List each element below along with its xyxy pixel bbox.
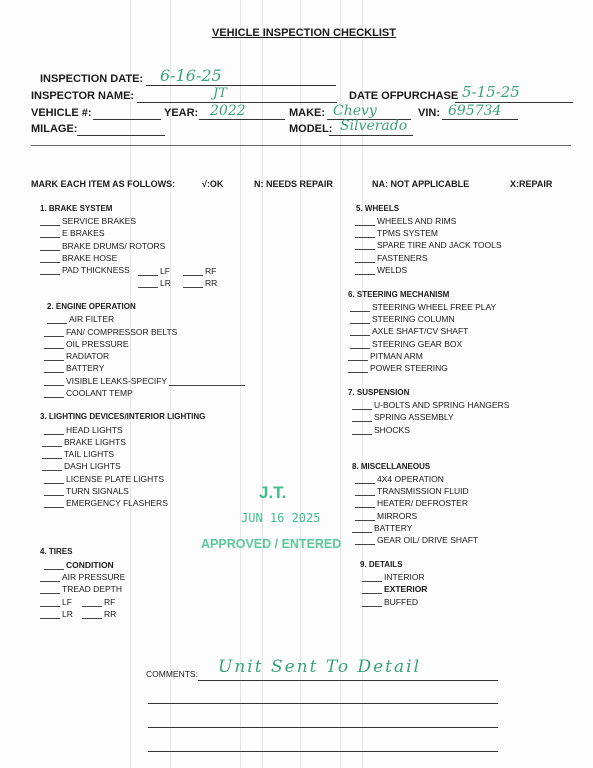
checklist-item[interactable]: EXTERIOR — [362, 584, 427, 594]
section-tires: 4. TIRES — [40, 547, 73, 556]
checklist-item[interactable]: WHEELS AND RIMS — [355, 216, 456, 226]
checklist-item[interactable]: SPRING ASSEMBLY — [352, 412, 454, 422]
checklist-item[interactable]: GEAR OIL/ DRIVE SHAFT — [355, 535, 478, 545]
checklist-item[interactable]: AIR FILTER — [47, 314, 114, 324]
legend-repair: X:REPAIR — [510, 179, 553, 189]
comments-value[interactable]: Unit Sent To Detail — [218, 657, 422, 677]
checklist-item[interactable]: PAD THICKNESS — [40, 265, 130, 275]
pad-rf[interactable]: RF — [183, 266, 216, 276]
section-lighting: 3. LIGHTING DEVICES/INTERIOR LIGHTING — [40, 412, 206, 421]
checklist-item[interactable]: DASH LIGHTS — [42, 461, 121, 471]
vehicle-number-line — [93, 119, 161, 120]
checklist-item[interactable]: BRAKE HOSE — [40, 253, 117, 263]
comments-line — [148, 751, 498, 752]
make-label: MAKE: — [289, 107, 326, 119]
legend-ok: √:OK — [202, 179, 224, 189]
checklist-item[interactable]: TPMS SYSTEM — [355, 228, 438, 238]
checklist-item[interactable]: E BRAKES — [40, 228, 105, 238]
vin-label: VIN: — [418, 107, 440, 119]
page-title: VEHICLE INSPECTION CHECKLIST — [212, 27, 396, 39]
comments-line — [148, 703, 498, 704]
section-details: 9. DETAILS — [360, 560, 403, 569]
checklist-item[interactable]: STEERING GEAR BOX — [350, 339, 462, 349]
comments-label: COMMENTS: — [146, 669, 198, 679]
stamp-initials: J.T. — [259, 483, 287, 502]
checklist-item[interactable]: HEAD LIGHTS — [44, 425, 123, 435]
checklist-item[interactable]: AXLE SHAFT/CV SHAFT — [350, 326, 468, 336]
checklist-item[interactable]: BRAKE LIGHTS — [42, 437, 126, 447]
vehicle-number-label: VEHICLE #: — [31, 107, 92, 119]
section-steering: 6. STEERING MECHANISM — [348, 290, 450, 299]
vin-value[interactable]: 695734 — [448, 103, 502, 119]
scan-streak — [262, 0, 263, 768]
checklist-item[interactable]: TAIL LIGHTS — [42, 449, 114, 459]
model-line — [329, 135, 413, 136]
checklist-item[interactable]: WELDS — [355, 265, 407, 275]
checklist-item[interactable]: TREAD DEPTH — [40, 584, 122, 594]
checklist-item[interactable]: VISIBLE LEAKS-SPECIFY — [44, 376, 245, 386]
tire-lf[interactable]: LF — [40, 597, 72, 607]
checklist-item[interactable]: COOLANT TEMP — [44, 388, 133, 398]
pad-rr[interactable]: RR — [183, 278, 217, 288]
checklist-item[interactable]: BATTERY — [352, 523, 412, 533]
stamp-date: JUN 16 2025 — [241, 511, 321, 525]
checklist-item-condition[interactable]: CONDITION — [44, 560, 114, 570]
milage-label: MILAGE: — [31, 123, 78, 135]
date-of-purchase-label: DATE OFPURCHASE — [349, 90, 459, 102]
checklist-item[interactable]: FAN/ COMPRESSOR BELTS — [44, 327, 177, 337]
checklist-item[interactable]: PITMAN ARM — [348, 351, 423, 361]
checklist-item[interactable]: MIRRORS — [355, 511, 417, 521]
tire-lr[interactable]: LR — [40, 609, 73, 619]
model-value[interactable]: Silverado — [340, 118, 408, 134]
tire-rr[interactable]: RR — [82, 609, 116, 619]
checklist-item[interactable]: AIR PRESSURE — [40, 572, 125, 582]
section-engine-operation: 2. ENGINE OPERATION — [47, 302, 136, 311]
inspector-name-value[interactable]: JT — [213, 86, 227, 101]
checklist-item[interactable]: TURN SIGNALS — [44, 486, 129, 496]
section-brake-system: 1. BRAKE SYSTEM — [40, 204, 113, 213]
inspector-name-label: INSPECTOR NAME: — [31, 90, 135, 102]
checklist-item[interactable]: OIL PRESSURE — [44, 339, 129, 349]
vin-line — [442, 119, 518, 120]
inspection-date-line — [146, 85, 336, 86]
milage-line — [77, 135, 165, 136]
checklist-item[interactable]: STEERING WHEEL FREE PLAY — [350, 302, 496, 312]
checklist-item[interactable]: RADIATOR — [44, 351, 109, 361]
year-value[interactable]: 2022 — [210, 103, 246, 119]
checklist-item[interactable]: SPARE TIRE AND JACK TOOLS — [355, 240, 502, 250]
checklist-item[interactable]: TRANSMISSION FLUID — [355, 486, 469, 496]
checklist-item[interactable]: LICENSE PLATE LIGHTS — [44, 474, 164, 484]
section-miscellaneous: 8. MISCELLANEOUS — [352, 462, 431, 471]
inspection-date-label: INSPECTION DATE: — [40, 73, 144, 85]
year-label: YEAR: — [164, 107, 199, 119]
stamp-status: APPROVED / ENTERED — [201, 537, 342, 551]
checklist-item[interactable]: HEATER/ DEFROSTER — [355, 498, 468, 508]
tire-rf[interactable]: RF — [82, 597, 115, 607]
checklist-item[interactable]: SERVICE BRAKES — [40, 216, 136, 226]
year-line — [199, 119, 285, 120]
checklist-item[interactable]: BRAKE DRUMS/ ROTORS — [40, 241, 165, 251]
legend-not-applicable: NA: NOT APPLICABLE — [372, 179, 470, 189]
checklist-item[interactable]: FASTENERS — [355, 253, 428, 263]
section-suspension: 7. SUSPENSION — [348, 388, 410, 397]
checklist-item[interactable]: BATTERY — [44, 363, 104, 373]
legend-needs-repair: N: NEEDS REPAIR — [254, 179, 333, 189]
make-value[interactable]: Chevy — [333, 103, 377, 119]
comments-line — [148, 727, 498, 728]
checklist-item[interactable]: 4X4 OPERATION — [355, 474, 444, 484]
model-label: MODEL: — [289, 123, 333, 135]
pad-lr[interactable]: LR — [138, 278, 171, 288]
section-wheels: 5. WHEELS — [356, 204, 400, 213]
checklist-item[interactable]: STEERING COLUMN — [350, 314, 455, 324]
checklist-item[interactable]: POWER STEERING — [348, 363, 448, 373]
checklist-item[interactable]: BUFFED — [362, 597, 418, 607]
comments-line — [198, 680, 498, 681]
header-divider — [31, 145, 571, 146]
checklist-item[interactable]: SHOCKS — [352, 425, 410, 435]
checklist-item[interactable]: U-BOLTS AND SPRING HANGERS — [352, 400, 509, 410]
inspection-date-value[interactable]: 6-16-25 — [160, 66, 222, 85]
checklist-item[interactable]: INTERIOR — [362, 572, 425, 582]
legend-intro: MARK EACH ITEM AS FOLLOWS: — [31, 179, 176, 189]
date-of-purchase-value[interactable]: 5-15-25 — [462, 83, 520, 101]
pad-lf[interactable]: LF — [138, 266, 170, 276]
checklist-item[interactable]: EMERGENCY FLASHERS — [44, 498, 168, 508]
